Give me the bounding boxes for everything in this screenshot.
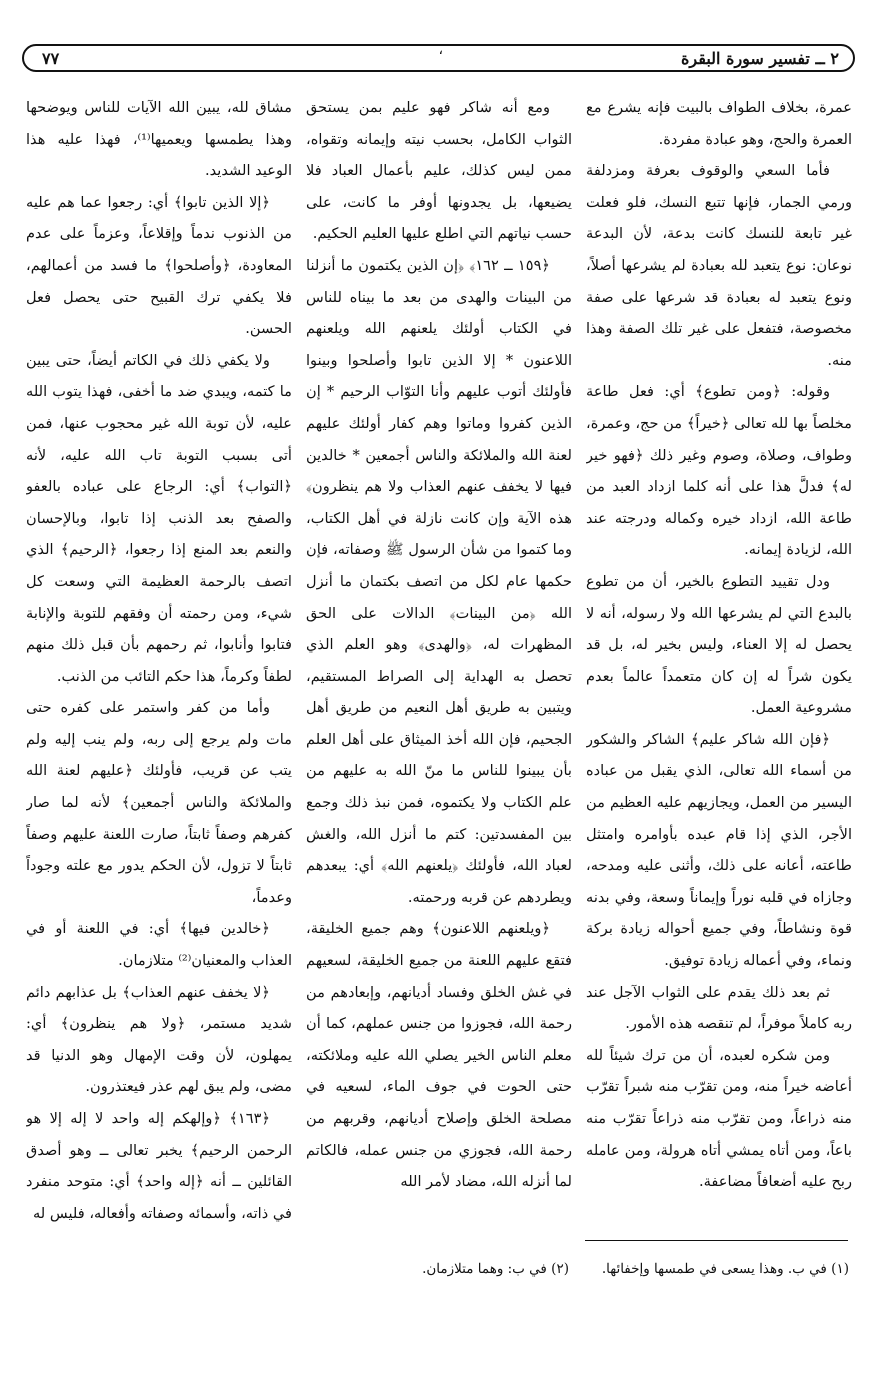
- paragraph: عمرة، بخلاف الطواف بالبيت فإنه يشرع مع العمرة والحج، وهو عبادة مفردة.: [586, 99, 852, 148]
- text-column-left: [26, 92, 292, 1222]
- paragraph: مشاق لله، يبين الله الآيات للناس ويوضحها وهذا يطمسها ويعميها⁽¹⁾، فهذا عليه هذا الوعيد الشديد.: [26, 99, 292, 180]
- footnote-2: (٢) في ب: وهما متلازمان.: [422, 1261, 569, 1277]
- footnote-1: (١) في ب. وهذا يسعى في طمسها وإخفائها.: [601, 1261, 849, 1277]
- text-column-middle: [306, 92, 572, 1222]
- paragraph: ودل تقييد التطوع بالخير، أن من تطوع بالبدع التي لم يشرعها الله ولا رسوله، أنه لا يحصل له إلا العناء، وليس بخير له، بل قد يكون شراً له إن كان متعمداً عالماً بعدم مشروعية العمل.: [586, 572, 852, 717]
- header-mark: ،: [438, 42, 444, 58]
- text-column-right: [586, 92, 852, 1222]
- footnote-divider: [585, 1240, 848, 1241]
- paragraph: وقوله: ﴿ومن تطوع﴾ أي: فعل طاعة مخلصاً بها لله تعالى ﴿خيراً﴾ من حج، وعمرة، وطواف، وصلاة، وصوم وغير ذلك ﴿فهو خير له﴾ فدلَّ هذا على أنه كلما ازداد العبد من طاعة الله، ازداد خيره وكماله ودرجته عند الله، لزيادة إيمانه.: [586, 383, 852, 559]
- paragraph: ﴿خالدين فيها﴾ أي: في اللعنة أو في العذاب والمعنيان⁽²⁾ متلازمان.: [26, 920, 292, 970]
- paragraph: ﴿ويلعنهم اللاعنون﴾ وهم جميع الخليقة، فتقع عليهم اللعنة من جميع الخليقة، لسعيهم في غش الخلق وفساد أديانهم، وإبعادهم من رحمة الله، فجوزوا من جنس عملهم، كما أن معلم الناس الخير يصلي الله عليه وملائكته، حتى الحوت في جوف الماء، لسعيه في مصلحة الخلق وإصلاح أديانهم، وقربهم من رحمة الله، فجوزي من جنس عمله، فالكاتم لما أنزله الله، مضاد لأمر الله: [306, 920, 572, 1191]
- paragraph: ﴿فإن الله شاكر عليم﴾ الشاكر والشكور من أسماء الله تعالى، الذي يقبل من عباده اليسير من العمل، ويجازيهم عليه العظيم من الأجر، الذي إذا قام عبده بأوامره وامتثل طاعته، أعانه على ذلك، وأثنى عليه ومدحه، وجازاه في قلبه نوراً وإيماناً وسعة، وفي بدنه قوة ونشاطاً، وفي جميع أحواله زيادة بركة ونماء، وفي أعماله زيادة توفيق.: [586, 730, 852, 970]
- paragraph: ﴿إلا الذين تابوا﴾ أي: رجعوا عما هم عليه من الذنوب ندماً وإقلاعاً، وعزماً على عدم المعاودة، ﴿وأصلحوا﴾ ما فسد من أعمالهم، فلا يكفي ترك القبيح حتى يحصل فعل الحسن.: [26, 193, 292, 338]
- page-number: ٧٧: [42, 49, 60, 68]
- page-header: [22, 44, 855, 72]
- paragraph: فأما السعي والوقوف بعرفة ومزدلفة ورمي الجمار، فإنها تتبع النسك، فلو فعلت غير تابعة للنسك كانت بدعة، لأن البدعة نوعان: نوع يتعبد لله بعبادة لم يشرعها أصلاً، ونوع يتعبد له بعبادة قد شرعها على صفة مخصوصة، فتفعل على غير تلك الصفة وهذا منه.: [586, 162, 852, 369]
- running-title: ٢ ــ تفسير سورة البقرة: [681, 49, 839, 68]
- paragraph: ومع أنه شاكر فهو عليم بمن يستحق الثواب الكامل، بحسب نيته وإيمانه وتقواه، ممن ليس كذلك، عليم بأعمال العباد فلا يضيعها، بل يجدونها أوفر ما كانت، على حسب نياتهم التي اطلع عليها العليم الحكيم.: [306, 99, 572, 243]
- paragraph: ﴿١٥٩ ــ ١٦٢﴾ ﴿إن الذين يكتمون ما أنزلنا من البينات والهدى من بعد ما بيناه للناس في الكتاب أولئك يلعنهم الله ويلعنهم اللاعنون * إلا الذين تابوا وأصلحوا وبينوا فأولئك أتوب عليهم وأنا التوّاب الرحيم * إن الذين كفروا وماتوا وهم كفار أولئك عليهم لعنة الله والملائكة والناس أجمعين * خالدين فيها لا يخفف عنهم العذاب ولا هم ينظرون﴾ هذه الآية وإن كانت نازلة في أهل الكتاب، وما كتموا من شأن الرسول ﷺ وصفاته، فإن حكمها عام لكل من اتصف بكتمان ما أنزل الله ﴿من البينات﴾ الدالات على الحق المظهرات له، ﴿والهدى﴾ وهو العلم الذي تحصل به الهداية إلى الصراط المستقيم، ويتبين به طريق أهل النعيم من طريق أهل الجحيم، فإن الله أخذ الميثاق على أهل العلم بأن يبينوا للناس ما منّ الله به عليهم من علم الكتاب ولا يكتموه، فمن نبذ ذلك وجمع بين المفسدتين: كتم ما أنزل الله، والغش لعباد الله، فأولئك ﴿يلعنهم الله﴾ أي: يبعدهم ويطردهم عن قربه ورحمته.: [306, 256, 572, 906]
- paragraph: ولا يكفي ذلك في الكاتم أيضاً، حتى يبين ما كتمه، ويبدي ضد ما أخفى، فهذا يتوب الله عليه، لأن توبة الله غير محجوب عنها، فمن أتى بسبب التوبة تاب الله عليه، لأنه ﴿التواب﴾ أي: الرجاع على عباده بالعفو والصفح بعد الذنب إذا تابوا، وبالإحسان والنعم بعد المنع إذا رجعوا، ﴿الرحيم﴾ الذي اتصف بالرحمة العظيمة التي وسعت كل شيء، ومن رحمته أن وفقهم للتوبة والإنابة فتابوا وأنابوا، ثم رحمهم بأن قبل ذلك منهم لطفاً وكرماً، هذا حكم التائب من الذنب.: [26, 351, 292, 685]
- paragraph: ﴿لا يخفف عنهم العذاب﴾ بل عذابهم دائم شديد مستمر، ﴿ولا هم ينظرون﴾ أي: يمهلون، لأن وقت الإمهال وهو الدنيا قد مضى، ولم يبق لهم عذر فيعتذرون.: [26, 983, 292, 1096]
- paragraph: وأما من كفر واستمر على كفره حتى مات ولم يرجع إلى ربه، ولم ينب إليه ولم يتب عن قريب، فأولئك ﴿عليهم لعنة الله والملائكة والناس أجمعين﴾ لأنه لما صار كفرهم وصفاً ثابتاً، صارت اللعنة عليهم وصفاً ثابتاً لا تزول، لأن الحكم يدور مع علته وجوداً وعدماً،: [26, 699, 292, 906]
- paragraph: ثم بعد ذلك يقدم على الثواب الآجل عند ربه كاملاً موفراً، لم تنقصه هذه الأمور.: [586, 983, 852, 1033]
- paragraph: ومن شكره لعبده، أن من ترك شيئاً لله أعاضه خيراً منه، ومن تقرّب منه شبراً تقرّب منه ذراعاً، ومن تقرّب منه ذراعاً تقرّب منه باعاً، ومن أتاه يمشي أتاه هرولة، ومن عامله ربح عليه أضعافاً مضاعفة.: [586, 1046, 852, 1191]
- paragraph: ﴿١٦٣﴾ ﴿وإلهكم إله واحد لا إله إلا هو الرحمن الرحيم﴾ يخبر تعالى ــ وهو أصدق القائلين ــ أنه ﴿إله واحد﴾ أي: متوحد منفرد في ذاته، وأسمائه وصفاته وأفعاله، فليس له: [26, 1110, 292, 1222]
